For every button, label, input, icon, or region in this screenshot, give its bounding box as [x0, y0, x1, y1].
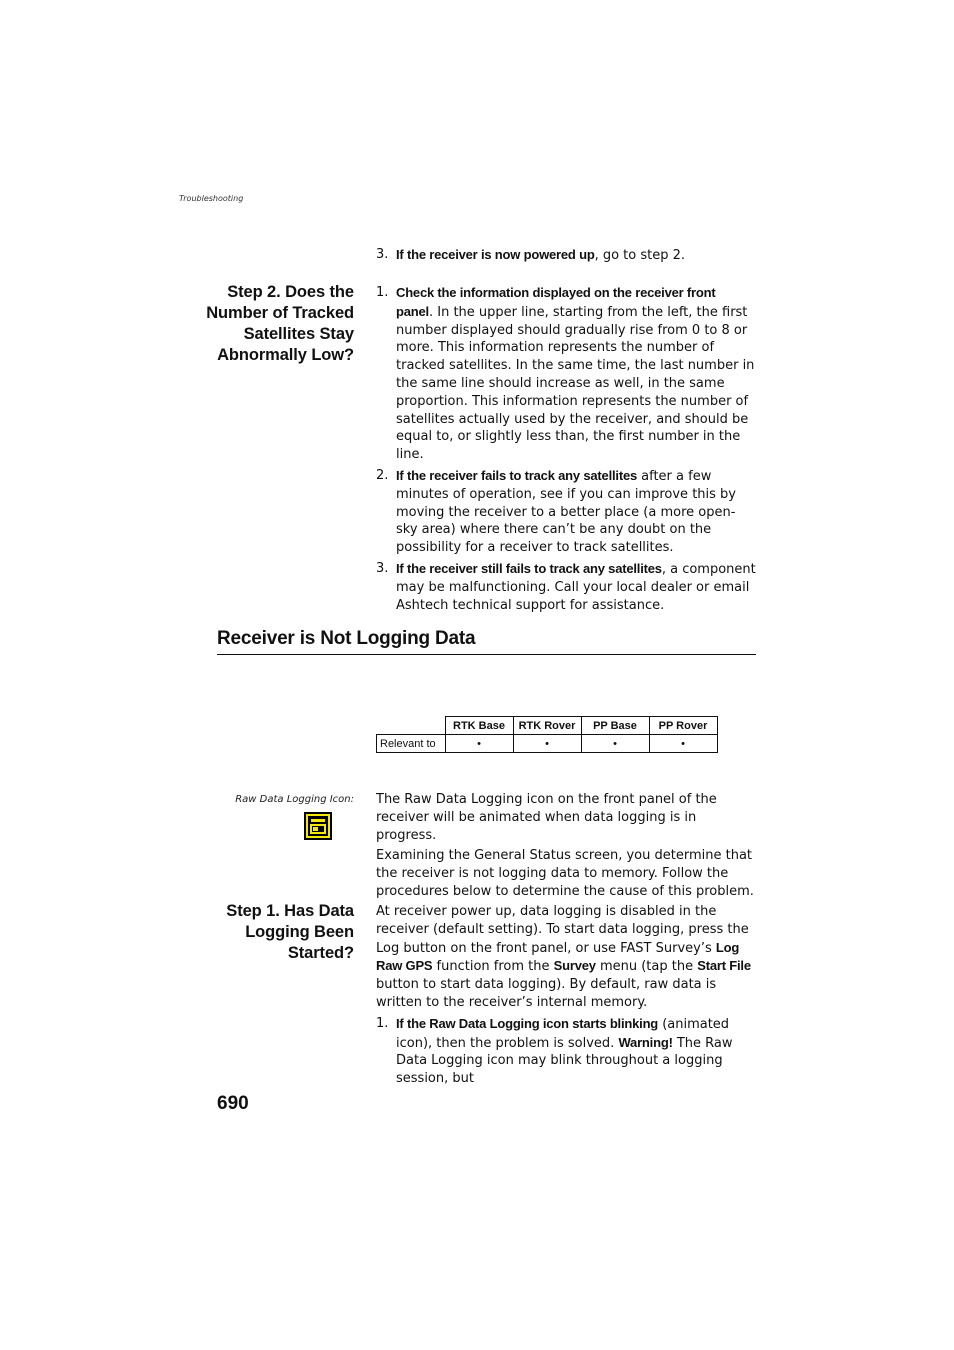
ui-term-survey: Survey: [553, 958, 596, 974]
list-number: 2.: [376, 467, 389, 483]
text-run: function from the: [432, 959, 554, 975]
step2-heading: [194, 282, 354, 366]
text-run: At receiver power up, data logging is disabled in the receiver (default setting). To start data logging, press the Log button on the front panel, or use FAST Survey’s: [376, 904, 749, 956]
table-cell: •: [581, 735, 649, 753]
paragraph: [376, 903, 756, 1012]
table-cell: •: [513, 735, 581, 753]
intro-text: [376, 791, 756, 901]
list-item-lead: If the Raw Data Logging icon starts blinking: [396, 1015, 659, 1031]
raw-data-logging-icon: [304, 812, 332, 840]
paragraph: The Raw Data Logging icon on the front panel of the receiver will be animated when data logging is in progress.: [376, 792, 717, 843]
step2-heading-line: Number of Tracked: [206, 304, 354, 322]
list-item-lead: If the receiver fails to track any satellites: [396, 467, 638, 483]
paragraph: Examining the General Status screen, you determine that the receiver is not logging data to memory. Follow the procedures below to determine the cause of this problem.: [376, 848, 754, 899]
step1-heading-line: Step 1. Has Data: [226, 902, 354, 920]
list-item: [376, 284, 756, 464]
list-item-text: , go to step 2.: [594, 248, 686, 263]
warning-label: Warning!: [618, 1034, 673, 1050]
list-item: [376, 467, 756, 557]
list-item-text: The Raw Data Logging icon may blink throughout a logging session, but: [396, 1035, 733, 1087]
table-cell: •: [649, 735, 717, 753]
ui-term-log-raw-gps: Log Raw GPS: [376, 939, 740, 974]
step1-heading-line: Logging Been: [245, 923, 354, 941]
list-item: [376, 246, 756, 265]
list-item-text: . In the upper line, starting from the left, the first number displayed should gradually rise from 0 to 8 or more. This information represents the number of tracked satellites. In the same time, the last number in the same line should increase as well, in the same proportion. This information represents the number of satellites actually used by the receiver, and should be equal to, or slightly less than, the first number in the line.: [396, 304, 755, 463]
table-column-header: PP Base: [581, 717, 649, 735]
list-item-lead: If the receiver is now powered up: [396, 247, 595, 262]
relevance-table: [376, 716, 718, 753]
list-item-lead: If the receiver still fails to track any satellites: [396, 560, 662, 576]
section-title: Receiver is Not Logging Data: [217, 628, 756, 655]
step2-heading-line: Satellites Stay: [243, 325, 354, 343]
table-column-header: RTK Rover: [513, 717, 581, 735]
list-item-text: , a component may be malfunctioning. Call your local dealer or email Ashtech technical support for assistance.: [396, 561, 756, 613]
table-header-row: [377, 717, 718, 735]
step1-heading-line: Started?: [287, 944, 354, 962]
list-item-lead: Check the information displayed on the receiver front panel: [396, 285, 716, 319]
table-column-header: RTK Base: [445, 717, 513, 735]
list-item-text: (animated icon), then the problem is solved.: [396, 1016, 730, 1051]
step1-heading: [194, 901, 354, 964]
previous-list: [376, 246, 756, 268]
list-item: [376, 1015, 756, 1088]
table-row-label: Relevant to: [377, 735, 446, 753]
list-number: 1.: [376, 1015, 389, 1031]
table-row: [377, 735, 718, 753]
page-number: 690: [217, 1093, 249, 1114]
table-column-header: PP Rover: [649, 717, 717, 735]
list-number: 3.: [376, 560, 389, 576]
list-number: 3.: [376, 247, 389, 262]
list-item-text: after a few minutes of operation, see if you can improve this by moving the receiver to a better place (a more open-sky area) where there can’t be any doubt on the possibility for a receiver to track satellites.: [396, 468, 736, 556]
step2-list: [376, 284, 756, 617]
list-item: [376, 560, 756, 614]
text-run: menu (tap the: [595, 959, 698, 975]
text-run: button to start data logging). By default, raw data is written to the receiver’s internal memory.: [376, 977, 717, 1010]
table-cell: •: [445, 735, 513, 753]
icon-caption: Raw Data Logging Icon:: [235, 794, 354, 805]
list-number: 1.: [376, 285, 389, 300]
running-head: Troubleshooting: [179, 194, 244, 203]
step2-heading-line: Step 2. Does the: [227, 283, 354, 301]
step1-text: [376, 903, 756, 1091]
relevance-table-wrap: [376, 716, 718, 753]
ui-term-start-file: Start File: [697, 958, 751, 974]
step2-heading-line: Abnormally Low?: [217, 346, 354, 364]
table-corner-cell: [377, 717, 446, 735]
